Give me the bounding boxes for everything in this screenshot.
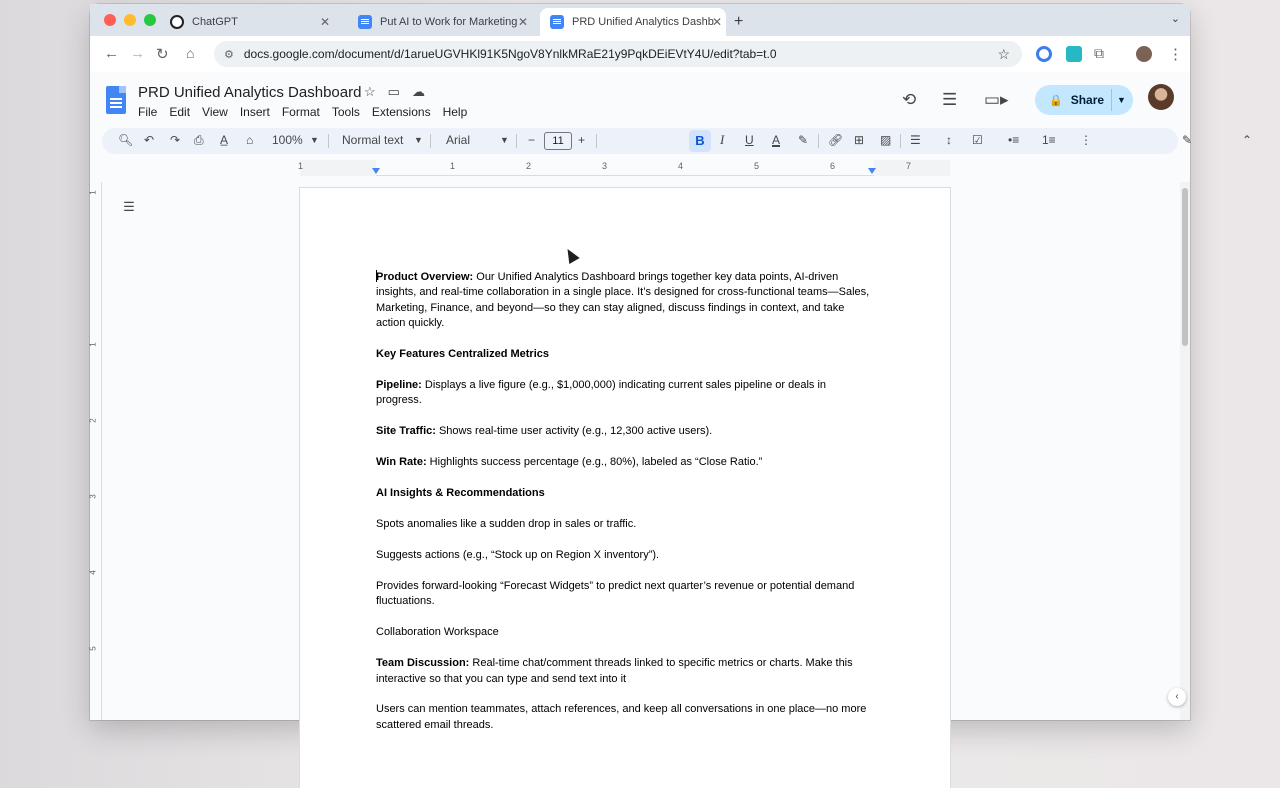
ruler-number: 6 (830, 161, 836, 171)
italic-button[interactable]: I (720, 132, 725, 147)
paragraph-team-discussion[interactable] (376, 656, 874, 687)
chevron-down-icon[interactable]: ▼ (414, 135, 423, 145)
undo-icon[interactable]: ↶ (144, 133, 155, 147)
back-icon[interactable]: ← (104, 45, 119, 62)
insert-link-icon[interactable]: 🔗︎ (828, 133, 844, 147)
menu-bar (138, 105, 467, 119)
paragraph-ai-anomalies[interactable]: Spots anomalies like a sudden drop in sales or traffic. (376, 518, 637, 531)
highlight-icon[interactable]: ✎ (798, 133, 809, 147)
bold-button[interactable]: B (689, 130, 711, 152)
bold-label: Team Discussion: (376, 657, 470, 670)
docs-header (90, 72, 1190, 128)
ruler-number: 2 (526, 161, 532, 171)
new-tab-icon[interactable]: + (734, 13, 744, 30)
print-icon[interactable]: ⎙ (194, 133, 204, 147)
paragraph-text: Displays a live figure (e.g., $1,000,000) indicating current sales pipeline or deals in progress. (376, 379, 827, 407)
tab-title: Put AI to Work for Marketing (380, 16, 518, 28)
paragraph-text: Shows real-time user activity (e.g., 12,300 active users). (435, 425, 713, 438)
bold-label: Win Rate: (376, 456, 427, 469)
chevron-down-icon[interactable]: ▼ (500, 135, 509, 145)
tab-chatgpt[interactable] (160, 8, 340, 36)
decrease-font-size-icon[interactable]: − (528, 133, 536, 147)
heading-text: Key Features Centralized Metrics (376, 348, 550, 361)
browser-window (88, 4, 1253, 731)
insert-image-icon[interactable]: ▨ (880, 133, 892, 147)
url-text: docs.google.com/document/d/1arueUGVHKl91K5NgoV8YnlkMRaE21y9PqkDEiEVtY4U/edit?tab=t.0 (243, 47, 777, 61)
align-icon[interactable]: ☰ (910, 133, 921, 147)
document-canvas[interactable] (102, 178, 1180, 731)
text-color-icon[interactable]: A (772, 133, 781, 147)
divider (900, 134, 901, 148)
font-select[interactable]: Arial (446, 133, 471, 147)
tab-title: ChatGPT (192, 16, 238, 28)
divider (818, 134, 819, 148)
close-window-button[interactable] (104, 14, 116, 26)
ruler-number: 1 (88, 342, 98, 347)
scrollbar-thumb[interactable] (1182, 188, 1188, 346)
bold-label: Pipeline: (376, 379, 422, 392)
menu-edit[interactable]: Edit (169, 105, 191, 119)
editing-mode-pencil-icon[interactable]: ✎ (1182, 133, 1193, 147)
extension-grammar-icon[interactable] (1036, 46, 1052, 62)
horizontal-ruler-area (90, 160, 1190, 178)
bulleted-list-icon[interactable]: •≡ (1008, 133, 1020, 147)
ruler-number: 4 (678, 161, 684, 171)
paragraph-ai-forecast[interactable]: Provides forward-looking “Forecast Widgets” to predict next quarter’s revenue or potential demand fluctuations. (376, 579, 855, 608)
zoom-select[interactable]: 100% (272, 133, 303, 147)
menu-file[interactable]: File (138, 105, 158, 119)
docs-logo-icon[interactable] (106, 86, 126, 114)
line-spacing-icon[interactable]: ↕ (946, 133, 952, 147)
menu-tools[interactable]: Tools (331, 105, 360, 119)
chevron-down-icon[interactable]: ▼ (310, 135, 319, 145)
paragraph-text: Our Unified Analytics Dashboard brings together key data points, AI-driven insights, and real-time collaboration in a single place. It’s designed for cross-functional teams—Sales, Marketing, Finance, and beyond—so they can stay aligned, discuss findings in context, and take action quickly. (376, 271, 870, 330)
site-info-icon[interactable]: ⚙ (224, 48, 234, 61)
home-icon[interactable]: ⌂ (186, 45, 195, 61)
side-panel-chevron-icon[interactable]: ‹ (1168, 688, 1186, 706)
paragraph-product-overview[interactable] (376, 270, 874, 332)
tab-marketing[interactable] (348, 8, 538, 36)
right-indent-marker[interactable] (868, 168, 876, 174)
title-actions (364, 84, 425, 100)
ruler-number: 3 (88, 494, 98, 499)
paragraph-pipeline[interactable] (376, 378, 874, 409)
close-tab-icon[interactable]: ✕ (319, 15, 330, 29)
underline-button[interactable]: U (745, 133, 754, 147)
right-margin-shade (874, 160, 950, 176)
document-outline-icon[interactable]: ☰ (123, 199, 135, 214)
close-tab-icon[interactable]: ✕ (518, 15, 529, 29)
chatgpt-icon (170, 15, 184, 29)
font-size-input[interactable]: 11 (544, 132, 572, 150)
add-comment-icon[interactable]: ⊞ (854, 133, 865, 147)
forward-icon[interactable]: → (130, 45, 145, 62)
heading-text: AI Insights & Recommendations (376, 487, 545, 500)
paragraph-ai-actions[interactable]: Suggests actions (e.g., “Stock up on Region X inventory”). (376, 548, 660, 561)
document-body[interactable] (376, 270, 874, 749)
address-bar[interactable] (214, 41, 1022, 67)
paragraph-text: Highlights success percentage (e.g., 80%), labeled as “Close Ratio.” (426, 456, 763, 469)
cloud-saved-icon[interactable]: ☁ (411, 84, 425, 99)
ruler-number: 5 (754, 161, 760, 171)
reload-icon[interactable]: ↻ (156, 46, 169, 63)
search-menus-icon[interactable]: 🔍︎ (118, 133, 134, 147)
document-title[interactable]: PRD Unified Analytics Dashboard (138, 84, 362, 101)
bold-label: Site Traffic: (376, 425, 436, 438)
ruler-number: 2 (88, 418, 98, 423)
menu-view[interactable]: View (202, 105, 228, 119)
redo-icon[interactable]: ↷ (170, 133, 181, 147)
lock-icon: 🔒 (1049, 94, 1063, 107)
paragraph-collaboration[interactable]: Collaboration Workspace (376, 626, 499, 639)
docs-icon (358, 15, 372, 29)
checklist-icon[interactable]: ☑ (972, 133, 983, 147)
vertical-ruler[interactable] (90, 182, 102, 720)
profile-avatar[interactable] (1136, 46, 1152, 62)
divider (430, 134, 431, 148)
spellcheck-icon[interactable]: A̲ (220, 133, 229, 147)
browser-menu-icon[interactable]: ⋮ (1168, 46, 1183, 63)
divider (596, 134, 597, 148)
more-options-icon[interactable]: ⋮ (1080, 133, 1092, 147)
extension-teal-icon[interactable] (1066, 46, 1082, 62)
divider (516, 134, 517, 148)
menu-help[interactable]: Help (442, 105, 468, 119)
tab-strip (90, 4, 1190, 36)
paragraph-text: Real-time chat/comment threads linked to specific metrics or charts. Make this interactive so that you can type and send text into it (376, 657, 853, 685)
divider (328, 134, 329, 148)
numbered-list-icon[interactable]: 1≡ (1042, 133, 1056, 147)
menu-format[interactable]: Format (281, 105, 320, 119)
horizontal-ruler[interactable] (300, 160, 950, 176)
menu-extensions[interactable]: Extensions (371, 105, 431, 119)
tab-prd[interactable] (540, 8, 726, 36)
hide-menus-chevron-icon[interactable]: ⌃ (1242, 133, 1253, 147)
ruler-number: 4 (88, 570, 98, 575)
minimize-window-button[interactable] (124, 14, 136, 26)
share-divider (1111, 89, 1112, 111)
extensions-puzzle-icon[interactable]: ⧉ (1094, 45, 1104, 61)
share-label: Share (1070, 93, 1105, 107)
heading-ai-insights[interactable] (376, 486, 874, 501)
star-icon[interactable]: ☆ (364, 84, 376, 99)
ruler-number: 5 (88, 646, 98, 651)
style-select[interactable]: Normal text (342, 133, 404, 147)
bold-label: Product Overview: (376, 271, 474, 283)
docs-icon (550, 15, 564, 29)
ruler-number: 1 (298, 161, 304, 171)
paint-format-icon[interactable]: ⌂ (246, 133, 254, 147)
paragraph-site-traffic[interactable] (376, 424, 874, 439)
tab-title: PRD Unified Analytics Dashb (572, 16, 714, 28)
ruler-number: 7 (906, 161, 912, 171)
browser-toolbar (90, 36, 1190, 72)
close-tab-icon[interactable]: ✕ (712, 15, 723, 29)
share-button[interactable] (1035, 85, 1133, 115)
avatar[interactable] (1148, 84, 1174, 110)
meet-camera-icon[interactable]: ▭▸ (984, 90, 1009, 109)
ruler-number: 3 (602, 161, 608, 171)
formatting-toolbar (102, 128, 1253, 154)
window-controls (104, 14, 156, 26)
increase-font-size-icon[interactable]: + (578, 133, 586, 147)
ruler-number: 1 (88, 190, 98, 195)
left-margin-shade (300, 160, 376, 176)
version-history-icon[interactable]: ⟲ (902, 90, 917, 109)
bookmark-star-icon[interactable]: ☆ (997, 45, 1010, 62)
chevron-down-icon[interactable]: ▼ (1117, 95, 1126, 105)
heading-key-features[interactable] (376, 347, 874, 362)
tab-search-chevron-icon[interactable]: ⌄ (1170, 13, 1180, 25)
paragraph-win-rate[interactable] (376, 455, 874, 470)
move-folder-icon[interactable]: ▭ (387, 84, 400, 99)
vertical-scrollbar[interactable] (1180, 182, 1190, 720)
left-indent-marker[interactable] (372, 168, 380, 174)
comments-icon[interactable]: ☰ (942, 90, 958, 109)
paragraph-mentions[interactable]: Users can mention teammates, attach references, and keep all conversations in one place—no more scattered email threads. (376, 703, 867, 731)
menu-insert[interactable]: Insert (239, 105, 270, 119)
ruler-number: 1 (450, 161, 456, 171)
document-page[interactable] (300, 188, 950, 788)
maximize-window-button[interactable] (144, 14, 156, 26)
